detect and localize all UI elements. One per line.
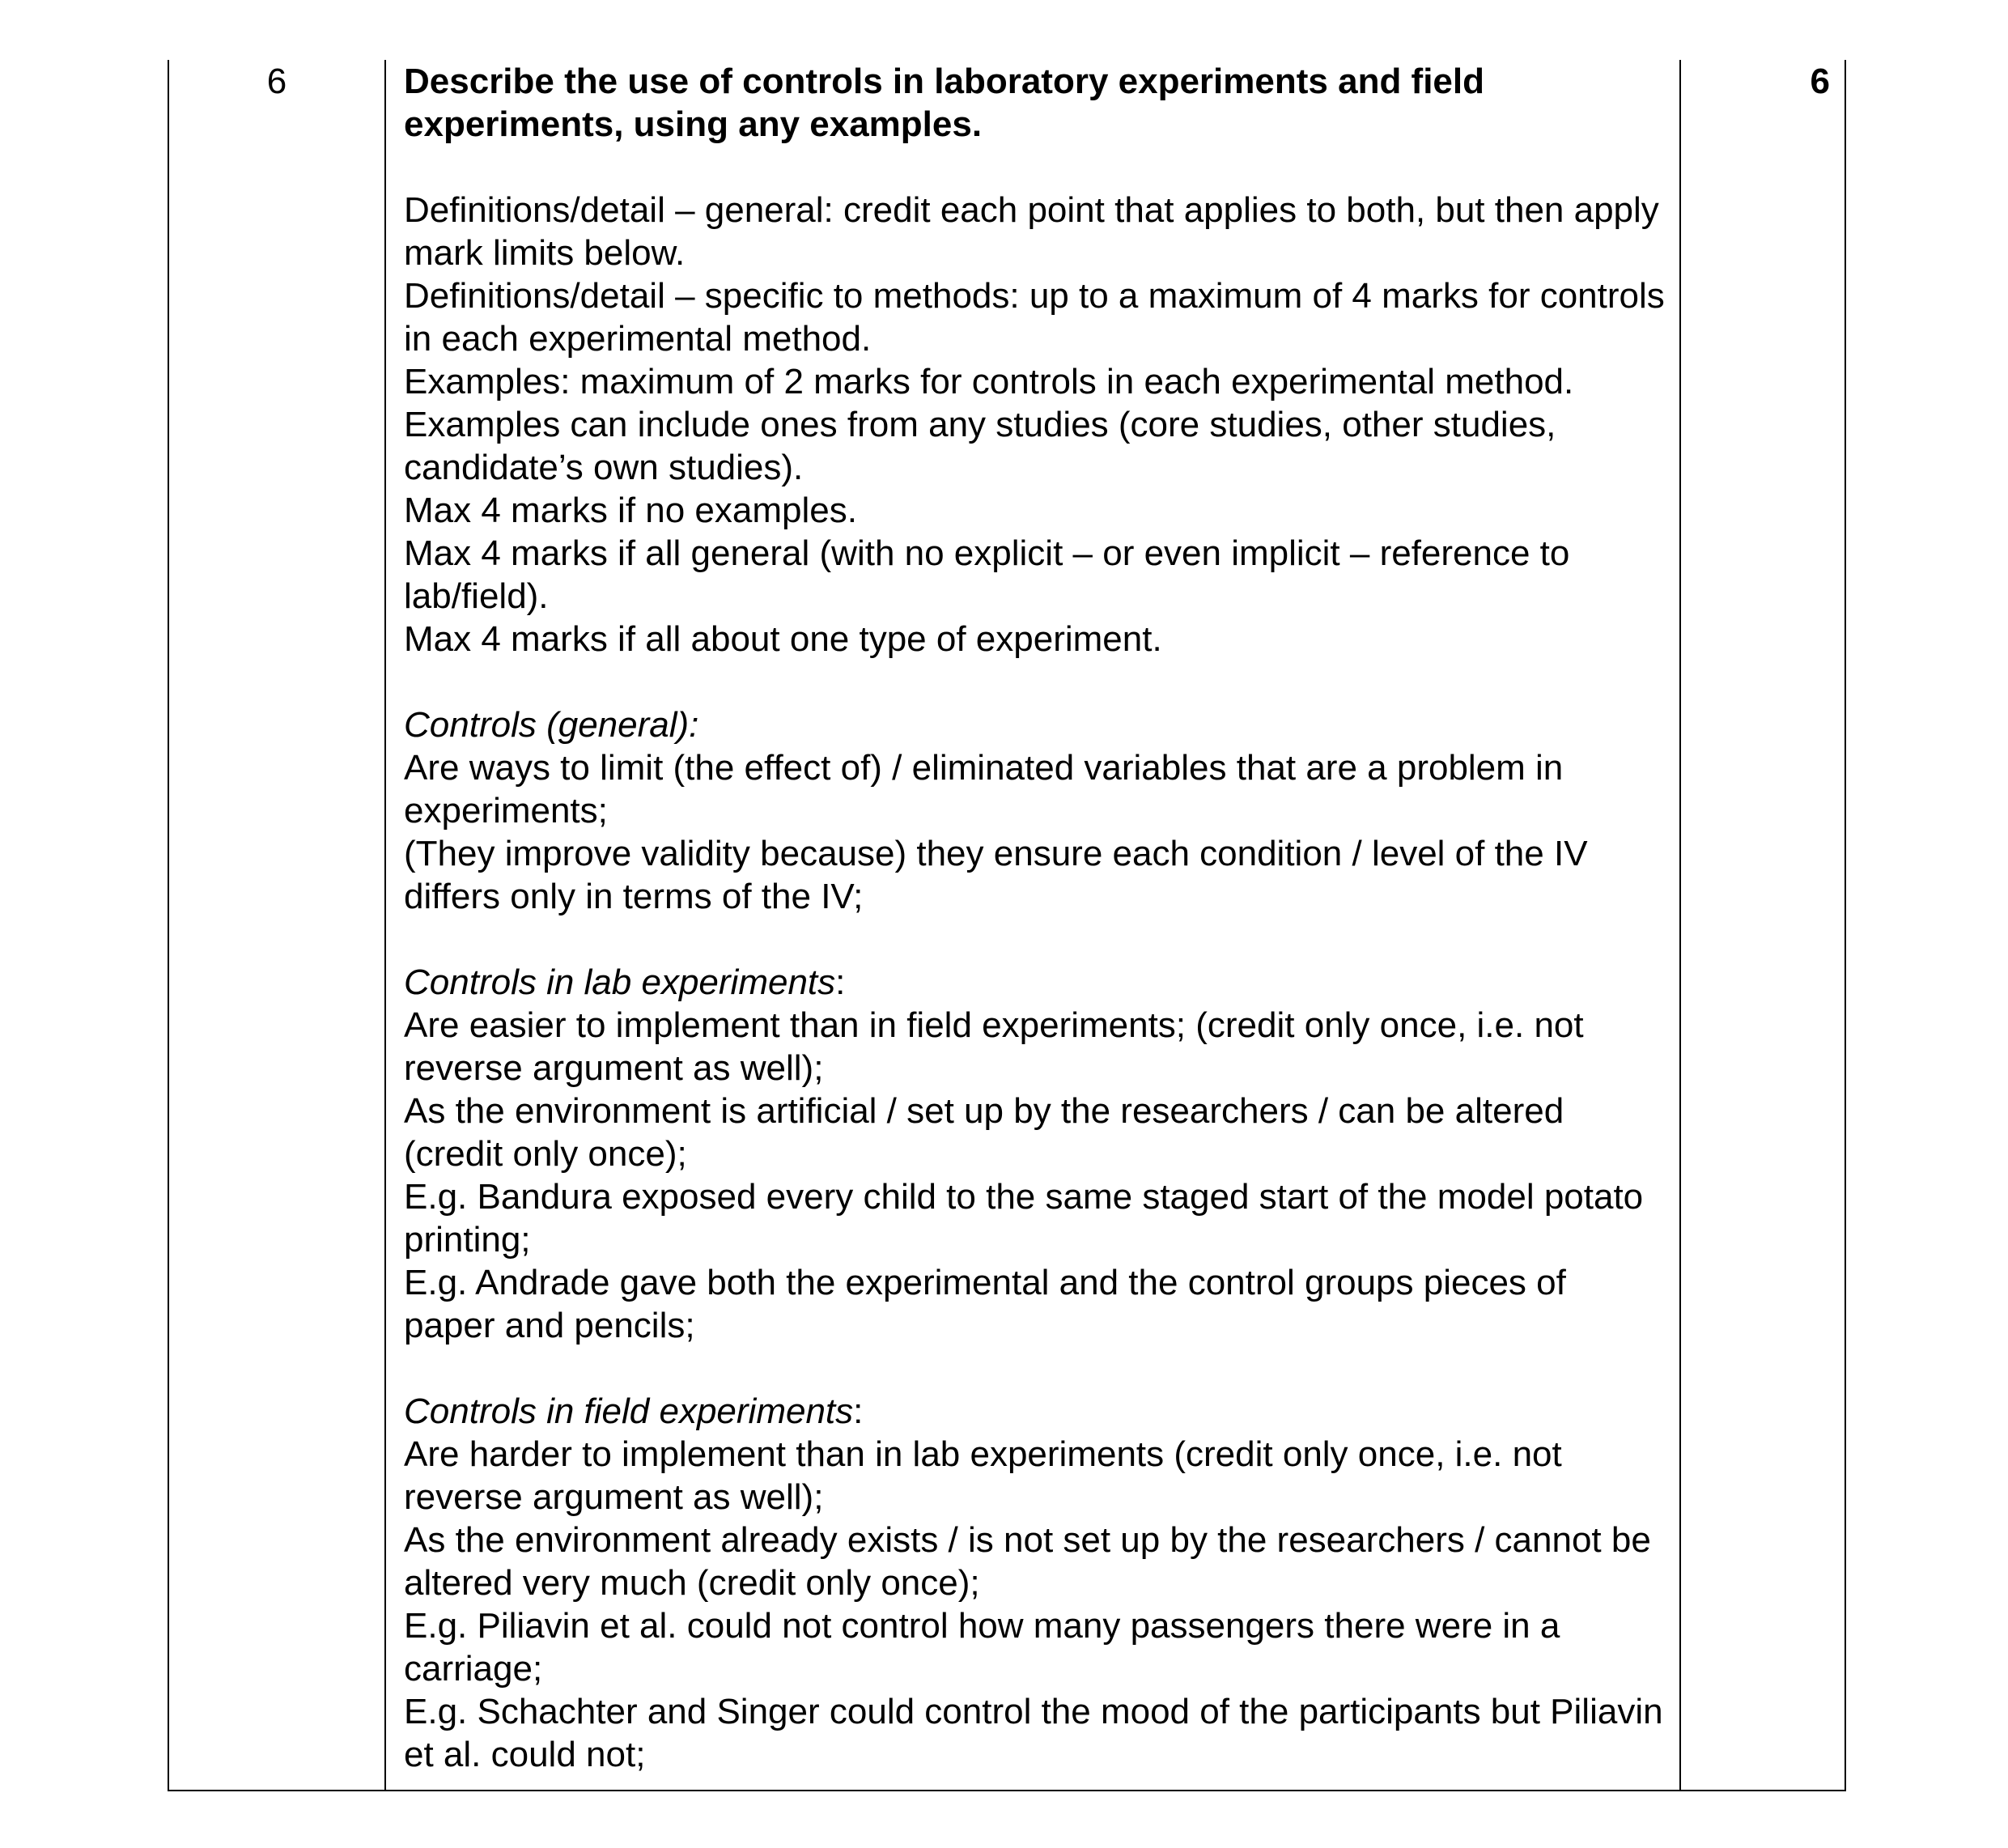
lab-controls-heading: Controls in lab experiments bbox=[404, 962, 836, 1002]
guidance-line: Max 4 marks if all about one type of experiment. bbox=[404, 619, 1162, 659]
answer-cell bbox=[404, 60, 1666, 1776]
guidance-block bbox=[404, 189, 1666, 661]
field-point: E.g. Piliavin et al. could not control how many passengers there were in a carriage; bbox=[404, 1606, 1560, 1689]
lab-controls-block bbox=[404, 961, 1666, 1347]
column-divider bbox=[1679, 60, 1681, 1790]
mark-scheme-table bbox=[168, 60, 1846, 1791]
field-controls-heading-line bbox=[404, 1390, 1666, 1433]
general-controls-heading: Controls (general): bbox=[404, 705, 699, 745]
general-point: Are ways to limit (the effect of) / eliminated variables that are a problem in experiments; bbox=[404, 748, 1564, 831]
lab-point: Are easier to implement than in field experiments; (credit only once, i.e. not reverse argument as well); bbox=[404, 1005, 1584, 1088]
question-number: 6 bbox=[266, 62, 287, 101]
guidance-line: Max 4 marks if all general (with no explicit – or even implicit – reference to lab/field). bbox=[404, 533, 1570, 616]
field-point: E.g. Schachter and Singer could control the mood of the participants but Piliavin et al. could not; bbox=[404, 1692, 1663, 1774]
field-point: As the environment already exists / is not set up by the researchers / cannot be altered very much (credit only once); bbox=[404, 1520, 1651, 1603]
guidance-line: Examples can include ones from any studies (core studies, other studies, candidate’s own studies). bbox=[404, 405, 1556, 487]
column-divider bbox=[384, 60, 386, 1790]
lab-controls-heading-line bbox=[404, 961, 1666, 1004]
field-controls-heading-colon: : bbox=[853, 1391, 864, 1431]
field-point: Are harder to implement than in lab experiments (credit only once, i.e. not reverse argument as well); bbox=[404, 1434, 1562, 1517]
guidance-line: Definitions/detail – general: credit each point that applies to both, but then apply mark limits below. bbox=[404, 190, 1659, 273]
field-controls-block bbox=[404, 1390, 1666, 1776]
guidance-line: Definitions/detail – specific to methods: up to a maximum of 4 marks for controls in each experimental method. bbox=[404, 276, 1665, 359]
lab-controls-heading-colon: : bbox=[835, 962, 846, 1002]
field-controls-heading: Controls in field experiments bbox=[404, 1391, 854, 1431]
lab-point: E.g. Andrade gave both the experimental and the control groups pieces of paper and pencils; bbox=[404, 1263, 1566, 1345]
general-point: (They improve validity because) they ensure each condition / level of the IV differs only in terms of the IV; bbox=[404, 834, 1588, 916]
lab-point: E.g. Bandura exposed every child to the same staged start of the model potato printing; bbox=[404, 1177, 1644, 1260]
question-text: Describe the use of controls in laboratory experiments and field experiments, using any examples. bbox=[404, 62, 1484, 144]
marks-value: 6 bbox=[1810, 62, 1830, 101]
lab-point: As the environment is artificial / set up by the researchers / can be altered (credit only once); bbox=[404, 1091, 1564, 1174]
general-controls-block bbox=[404, 703, 1666, 918]
guidance-line: Max 4 marks if no examples. bbox=[404, 491, 857, 530]
guidance-line: Examples: maximum of 2 marks for controls in each experimental method. bbox=[404, 362, 1574, 401]
